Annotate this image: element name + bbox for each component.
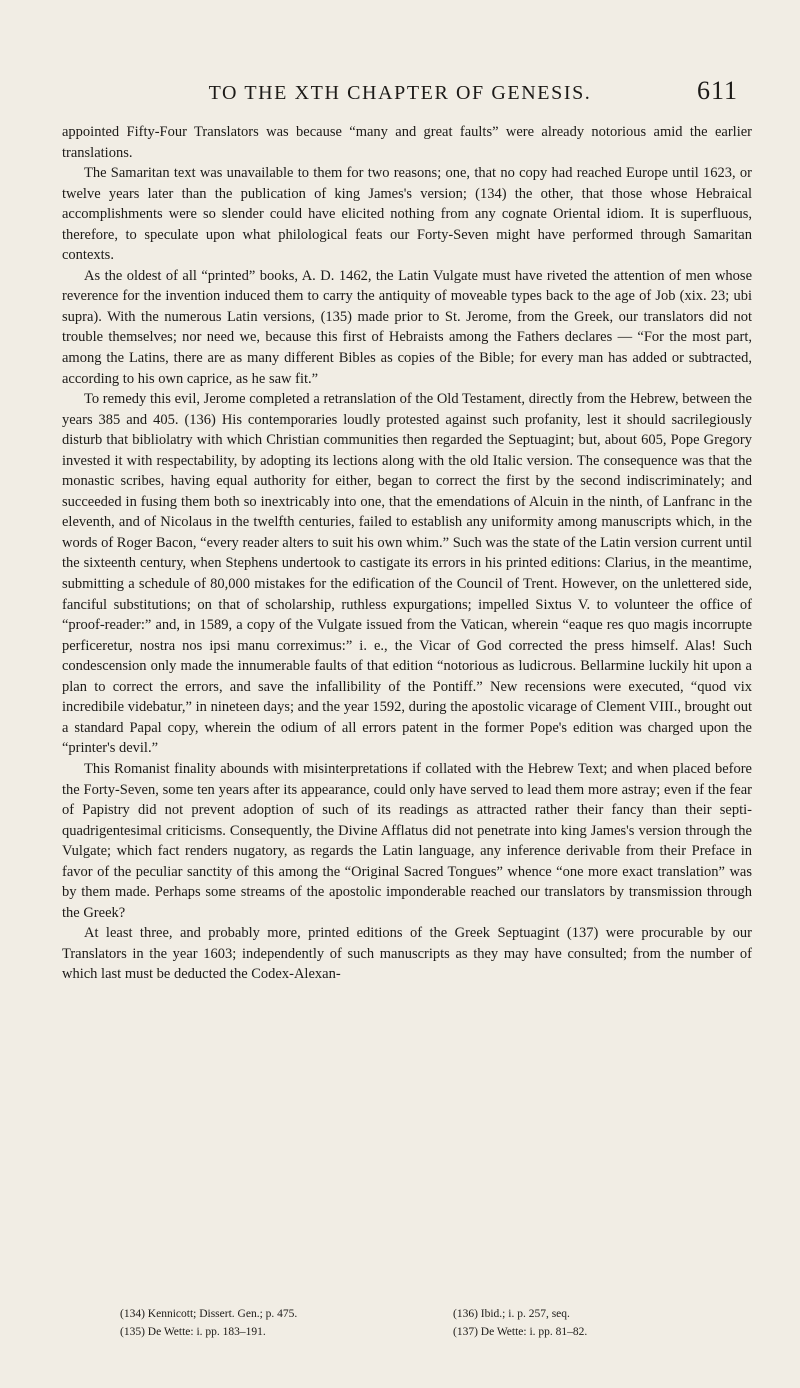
paragraph: The Samaritan text was unavailable to them for two reasons; one, that no copy had reached Europe until 1623, or twelve years later than the publication of king James's version; (134) the other, that those whose Hebraical accomplishments were so slender could have elicited nothing from any cognate Oriental idiom. It is superfluous, therefore, to speculate upon what philological feats our Forty-Seven might have performed through Samaritan contexts.	[62, 165, 752, 264]
paragraph: appointed Fifty-Four Translators was because “many and great faults” were already notorious amid the earlier translations.	[62, 124, 752, 161]
paragraph: At least three, and probably more, printed editions of the Greek Septuagint (137) were procurable by our Translators in the year 1603; independently of such manuscripts as they may have consulted; from the number of which last must be deducted the Codex-Alexan-	[62, 925, 752, 983]
footnote: (137) De Wette: i. pp. 81–82.	[453, 1326, 588, 1338]
paragraph: This Romanist finality abounds with misinterpretations if collated with the Hebrew Text; and when placed before the Forty-Seven, some ten years after its appearance, could only have served to lead them more astray; even if the fear of Papistry did not prevent adoption of such of its readings as attracted rather their fancy than their septi-quadrigentesimal criticisms. Consequently, the Divine Afflatus did not penetrate into king James's version through the Vulgate; which fact renders nugatory, as regards the Latin language, any inference derivable from their Preface in favor of the peculiar sanctity of this among the “Original Sacred Tongues” whence “one more exact translation” was by them made. Perhaps some streams of the apostolic imponderable reached our translators by transmission through the Greek?	[62, 760, 752, 921]
running-title: TO THE XTH CHAPTER OF GENESIS.	[208, 82, 592, 104]
footnotes	[120, 1305, 750, 1341]
page-header	[0, 76, 800, 110]
body-text	[62, 122, 752, 985]
page-number: 611	[696, 76, 738, 105]
paragraph: To remedy this evil, Jerome completed a retranslation of the Old Testament, directly from the Hebrew, between the years 385 and 405. (136) His contemporaries loudly protested against such profanity, lest it should sacrilegiously disturb that bibliolatry with which Christian communities then regarded the Septuagint; but, about 605, Pope Gregory invested it with respectability, by adopting its lections along with the old Italic version. The consequence was that the monastic scribes, having equal authority for either, began to correct the first by the second indiscriminately; and succeeded in fusing them both so inextricably into one, that the emendations of Alcuin in the ninth, of Lanfranc in the eleventh, and of Nicolaus in the twelfth centuries, failed to establish any uniformity among manuscripts which, in the words of Roger Bacon, “every reader alters to suit his own whim.” Such was the state of the Latin version current until the sixteenth century, when Stephens undertook to castigate its errors in his printed editions: Clarius, in the meantime, submitting a schedule of 80,000 mistakes for the edification of the Council of Trent. However, on the unlettered side, fanciful substitutions; on that of scholarship, ruthless expurgations; impelled Sixtus V. to volunteer the office of “proof-reader:” and, in 1589, a copy of the Vulgate issued from the Vatican, wherein “eaque res quo magis incorrupte perficeretur, nostra nos ipsi manu correximus:” i. e., the Vicar of God corrected the press himself. Alas! Such condescension only made the innumerable faults of that edition “notorious as ludicrous. Bellarmine luckily hit upon a plan to correct the errors, and save the infallibility of the Pontiff.” New recensions were executed, “quod vix incredibile videbatur,” in nineteen days; and the year 1592, during the apostolic vicarage of Clement VIII., brought out a standard Papal copy, wherein the odium of all errors patent in the former Pope's edition was charged upon the “printer's devil.”	[62, 391, 752, 757]
footnote: (135) De Wette: i. pp. 183–191.	[120, 1326, 266, 1338]
footnote: (136) Ibid.; i. p. 257, seq.	[453, 1308, 570, 1320]
footnote: (134) Kennicott; Dissert. Gen.; p. 475.	[120, 1308, 298, 1320]
paragraph: As the oldest of all “printed” books, A. D. 1462, the Latin Vulgate must have riveted the attention of men whose reverence for the invention induced them to carry the antiquity of moveable types back to the age of Job (xix. 23; ubi supra). With the numerous Latin versions, (135) made prior to St. Jerome, from the Greek, our translators did not trouble themselves; nor need we, because this first of Hebraists among the Fathers declares — “For the most part, among the Latins, there are as many different Bibles as copies of the Bible; for every man has added or subtracted, according to his own caprice, as he saw fit.”	[62, 267, 752, 387]
